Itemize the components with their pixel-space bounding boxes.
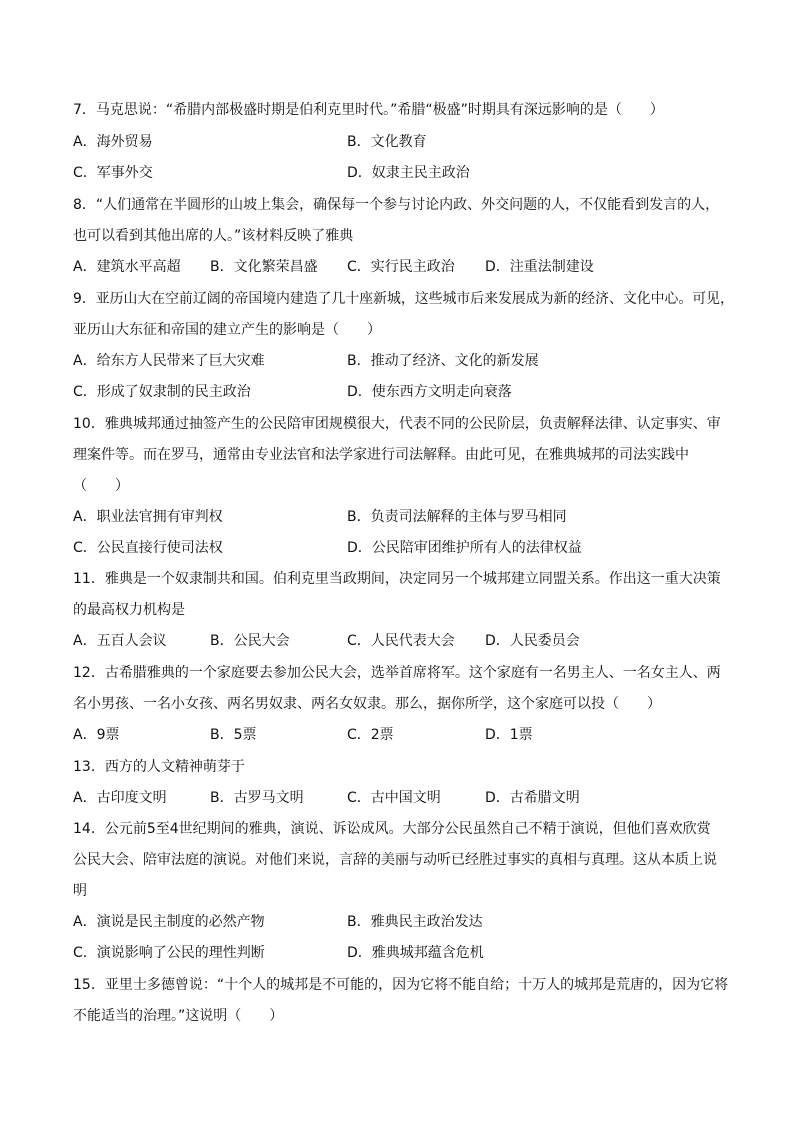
question-10-option-a[interactable]: A．职业法官拥有审判权 (73, 509, 223, 525)
question-11-option-b[interactable]: B．公民大会 (210, 633, 290, 649)
question-10-stem-line-3: （ ） (73, 478, 129, 494)
question-9-option-c[interactable]: C．形成了奴隶制的民主政治 (73, 384, 251, 400)
question-12-stem-line-2: 名小男孩、一名小女孩、两名男奴隶、两名女奴隶。那么，据你所学，这个家庭可以投（ ） (73, 696, 661, 712)
question-14-option-d[interactable]: D．雅典城邦蕴含危机 (347, 945, 484, 961)
question-10-stem-line-1: 10．雅典城邦通过抽签产生的公民陪审团规模很大，代表不同的公民阶层，负责解释法律、认定事实、审 (73, 416, 721, 432)
question-15-stem-line-1: 15．亚里士多德曾说：“十个人的城邦是不可能的，因为它将不能自给；十万人的城邦是荒唐的，因为它将 (73, 977, 729, 993)
question-7-option-c[interactable]: C．军事外交 (73, 165, 153, 181)
question-11-option-a[interactable]: A．五百人会议 (73, 633, 167, 649)
question-9-option-a[interactable]: A．给东方人民带来了巨大灾难 (73, 353, 265, 369)
question-14-option-c[interactable]: C．演说影响了公民的理性判断 (73, 945, 265, 961)
question-13-stem-line-1: 13．西方的人文精神萌芽于 (73, 759, 245, 775)
question-10-option-d[interactable]: D．公民陪审团维护所有人的法律权益 (347, 540, 582, 556)
question-10-option-c[interactable]: C．公民直接行使司法权 (73, 540, 223, 556)
question-14-option-a[interactable]: A．演说是民主制度的必然产物 (73, 914, 265, 930)
question-8-stem-line-2: 也可以看到其他出席的人。”该材料反映了雅典 (73, 228, 354, 244)
question-14-stem-line-1: 14．公元前5至4世纪期间的雅典，演说、诉讼成风。大部分公民虽然自己不精于演说，但他们喜欢欣赏 (73, 821, 711, 837)
question-9-option-b[interactable]: B．推动了经济、文化的新发展 (347, 353, 539, 369)
question-8-option-d[interactable]: D．注重法制建设 (485, 259, 594, 275)
question-12-option-d[interactable]: D．1票 (485, 727, 533, 743)
question-9-option-d[interactable]: D．使东西方文明走向衰落 (347, 384, 512, 400)
question-9-stem-line-1: 9．亚历山大在空前辽阔的帝国境内建造了几十座新城，这些城市后来发展成为新的经济、文化中心。可见， (73, 291, 734, 307)
question-12-option-a[interactable]: A．9票 (73, 727, 120, 743)
question-8-option-c[interactable]: C．实行民主政治 (347, 259, 455, 275)
question-9-stem-line-2: 亚历山大东征和帝国的建立产生的影响是（ ） (73, 322, 381, 338)
question-13-option-d[interactable]: D．古希腊文明 (485, 790, 580, 806)
question-14-stem-line-3: 明 (73, 883, 87, 899)
question-11-stem-line-2: 的最高权力机构是 (73, 602, 185, 618)
question-7-option-b[interactable]: B．文化教育 (347, 134, 427, 150)
question-7-option-a[interactable]: A．海外贸易 (73, 134, 153, 150)
question-11-option-d[interactable]: D．人民委员会 (485, 633, 580, 649)
question-13-option-b[interactable]: B．古罗马文明 (210, 790, 304, 806)
question-11-stem-line-1: 11．雅典是一个奴隶制共和国。伯利克里当政期间，决定同另一个城邦建立同盟关系。作出这一重大决策 (73, 571, 721, 587)
question-7-stem-line-1: 7．马克思说：“希腊内部极盛时期是伯利克里时代。”希腊“极盛”时期具有深远影响的是（ ） (73, 102, 664, 118)
question-8-stem-line-1: 8．“人们通常在半圆形的山坡上集会，确保每一个参与讨论内政、外交问题的人，不仅能看到发言的人， (73, 197, 720, 213)
question-12-stem-line-1: 12．古希腊雅典的一个家庭要去参加公民大会，选举首席将军。这个家庭有一名男主人、一名女主人、两 (73, 665, 721, 681)
question-15-stem-line-2: 不能适当的治理。”这说明（ ） (73, 1008, 284, 1024)
question-13-option-a[interactable]: A．古印度文明 (73, 790, 167, 806)
question-11-option-c[interactable]: C．人民代表大会 (347, 633, 455, 649)
question-14-option-b[interactable]: B．雅典民主政治发达 (347, 914, 483, 930)
question-14-stem-line-2: 公民大会、陪审法庭的演说。对他们来说，言辞的美丽与动听已经胜过事实的真相与真理。这从本质上说 (73, 852, 717, 868)
question-10-option-b[interactable]: B．负责司法解释的主体与罗马相同 (347, 509, 567, 525)
question-8-option-a[interactable]: A．建筑水平高超 (73, 259, 181, 275)
question-8-option-b[interactable]: B．文化繁荣昌盛 (210, 259, 318, 275)
question-12-option-c[interactable]: C．2票 (347, 727, 394, 743)
question-10-stem-line-2: 理案件等。而在罗马，通常由专业法官和法学家进行司法解释。由此可见，在雅典城邦的司法实践中 (73, 447, 689, 463)
question-12-option-b[interactable]: B．5票 (210, 727, 257, 743)
question-7-option-d[interactable]: D．奴隶主民主政治 (347, 165, 470, 181)
question-13-option-c[interactable]: C．古中国文明 (347, 790, 441, 806)
